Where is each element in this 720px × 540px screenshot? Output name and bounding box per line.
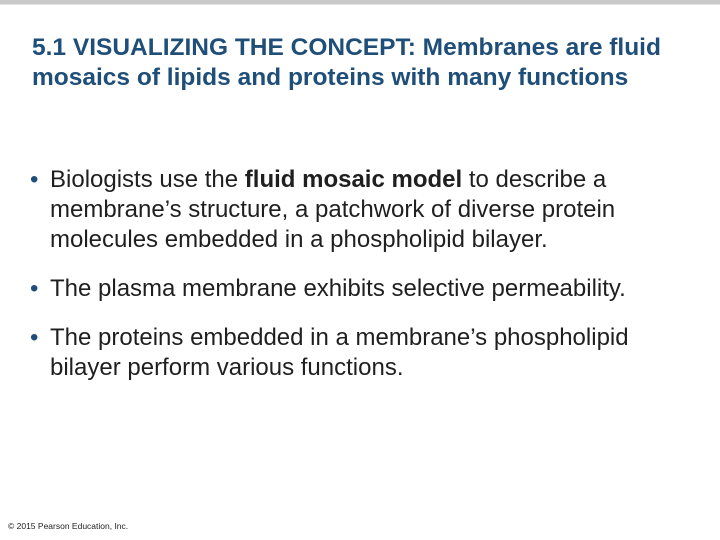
bullet-item-protein-functions	[30, 323, 700, 383]
bullet-item-fluid-mosaic	[30, 165, 700, 255]
bullet-marker: •	[30, 324, 39, 351]
bullet-text-intro: Biologists use the	[50, 166, 245, 193]
bullet-marker: •	[30, 275, 39, 302]
key-term: fluid mosaic model	[244, 166, 463, 193]
bullet-text: The proteins embedded in a membrane’s phospholipid bilayer perform various functions.	[50, 324, 629, 381]
bullet-text-rest: to describe a membrane’s structure, a patchwork of diverse protein molecules embedded in a phospholipid bilayer.	[50, 166, 616, 253]
copyright-notice: © 2015 Pearson Education, Inc.	[8, 521, 129, 531]
bullet-marker: •	[30, 166, 39, 193]
slide-title: 5.1 VISUALIZING THE CONCEPT: Membranes are fluid mosaics of lipids and proteins with many functions	[32, 34, 661, 91]
bullet-list	[30, 165, 700, 383]
top-rule-highlight	[0, 4, 720, 5]
bullet-text: The plasma membrane exhibits selective permeability.	[50, 275, 626, 302]
bullet-item-selective-permeability	[30, 274, 700, 304]
